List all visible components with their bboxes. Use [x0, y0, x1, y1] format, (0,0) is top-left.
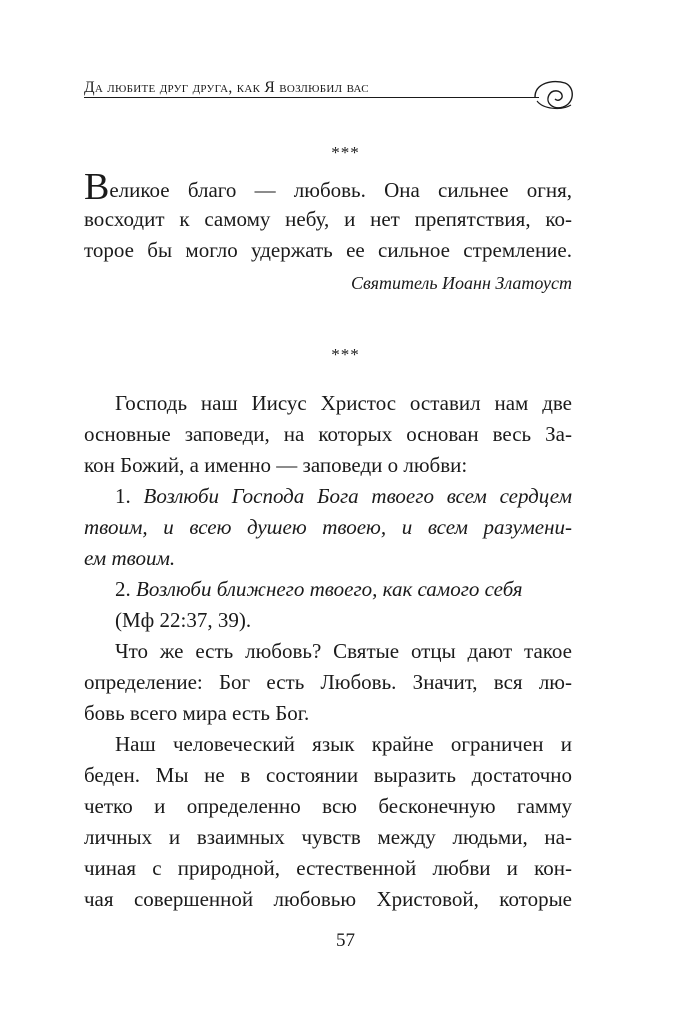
quote-line: Великое благо — любовь. Она сильнее огня, [84, 166, 572, 208]
paragraph-line: беден. Мы не в состоянии выразить достаточно [84, 763, 572, 787]
scripture-reference: (Мф 22:37, 39). [115, 608, 252, 632]
running-header [84, 75, 584, 115]
paragraph-line: основные заповеди, на которых основан весь За- [84, 422, 572, 446]
quote-line: восходит к самому небу, и нет препятствия, ко- [84, 207, 572, 231]
commandment-2: 2. Возлюби ближнего твоего, как самого себя [115, 577, 523, 601]
commandment-line: ем твоим. [84, 546, 176, 570]
paragraph-line: чая совершенной любовью Христовой, которые [84, 887, 572, 911]
flourish-ornament [531, 75, 579, 115]
paragraph-line: четко и определенно всю бесконечную гамму [84, 794, 572, 818]
dropcap-letter: В [84, 166, 110, 208]
commandment-number: 2. [115, 577, 136, 601]
quote-line: торое бы могло удержать ее сильное стремление. [84, 238, 572, 262]
commandment-1: 1. Возлюби Господа Бога твоего всем сердцем [115, 484, 573, 508]
quote-attribution: Святитель Иоанн Златоуст [351, 273, 572, 293]
page-number: 57 [336, 930, 355, 951]
paragraph-line: личных и взаимных чувств между людьми, на- [84, 825, 572, 849]
paragraph-line: бовь всего мира есть Бог. [84, 701, 310, 725]
paragraph-line: кон Божий, а именно — заповеди о любви: [84, 453, 468, 477]
commandment-line: твоим, и всею душею твоею, и всем разумени- [84, 515, 572, 539]
running-title: Да любите друг друга, как Я возлюбил вас [84, 79, 369, 96]
commandment-number: 1. [115, 484, 144, 508]
paragraph-line: чиная с природной, естественной любви и кон- [84, 856, 572, 880]
paragraph-line: Господь наш Иисус Христос оставил нам две [115, 391, 572, 415]
separator-asterisks: *** [331, 345, 360, 364]
header-rule [84, 97, 539, 98]
separator-asterisks: *** [331, 143, 360, 162]
paragraph-line: Что же есть любовь? Святые отцы дают такое [115, 639, 572, 663]
paragraph-line: определение: Бог есть Любовь. Значит, вся лю- [84, 670, 572, 694]
paragraph-line: Наш человеческий язык крайне ограничен и [115, 732, 572, 756]
